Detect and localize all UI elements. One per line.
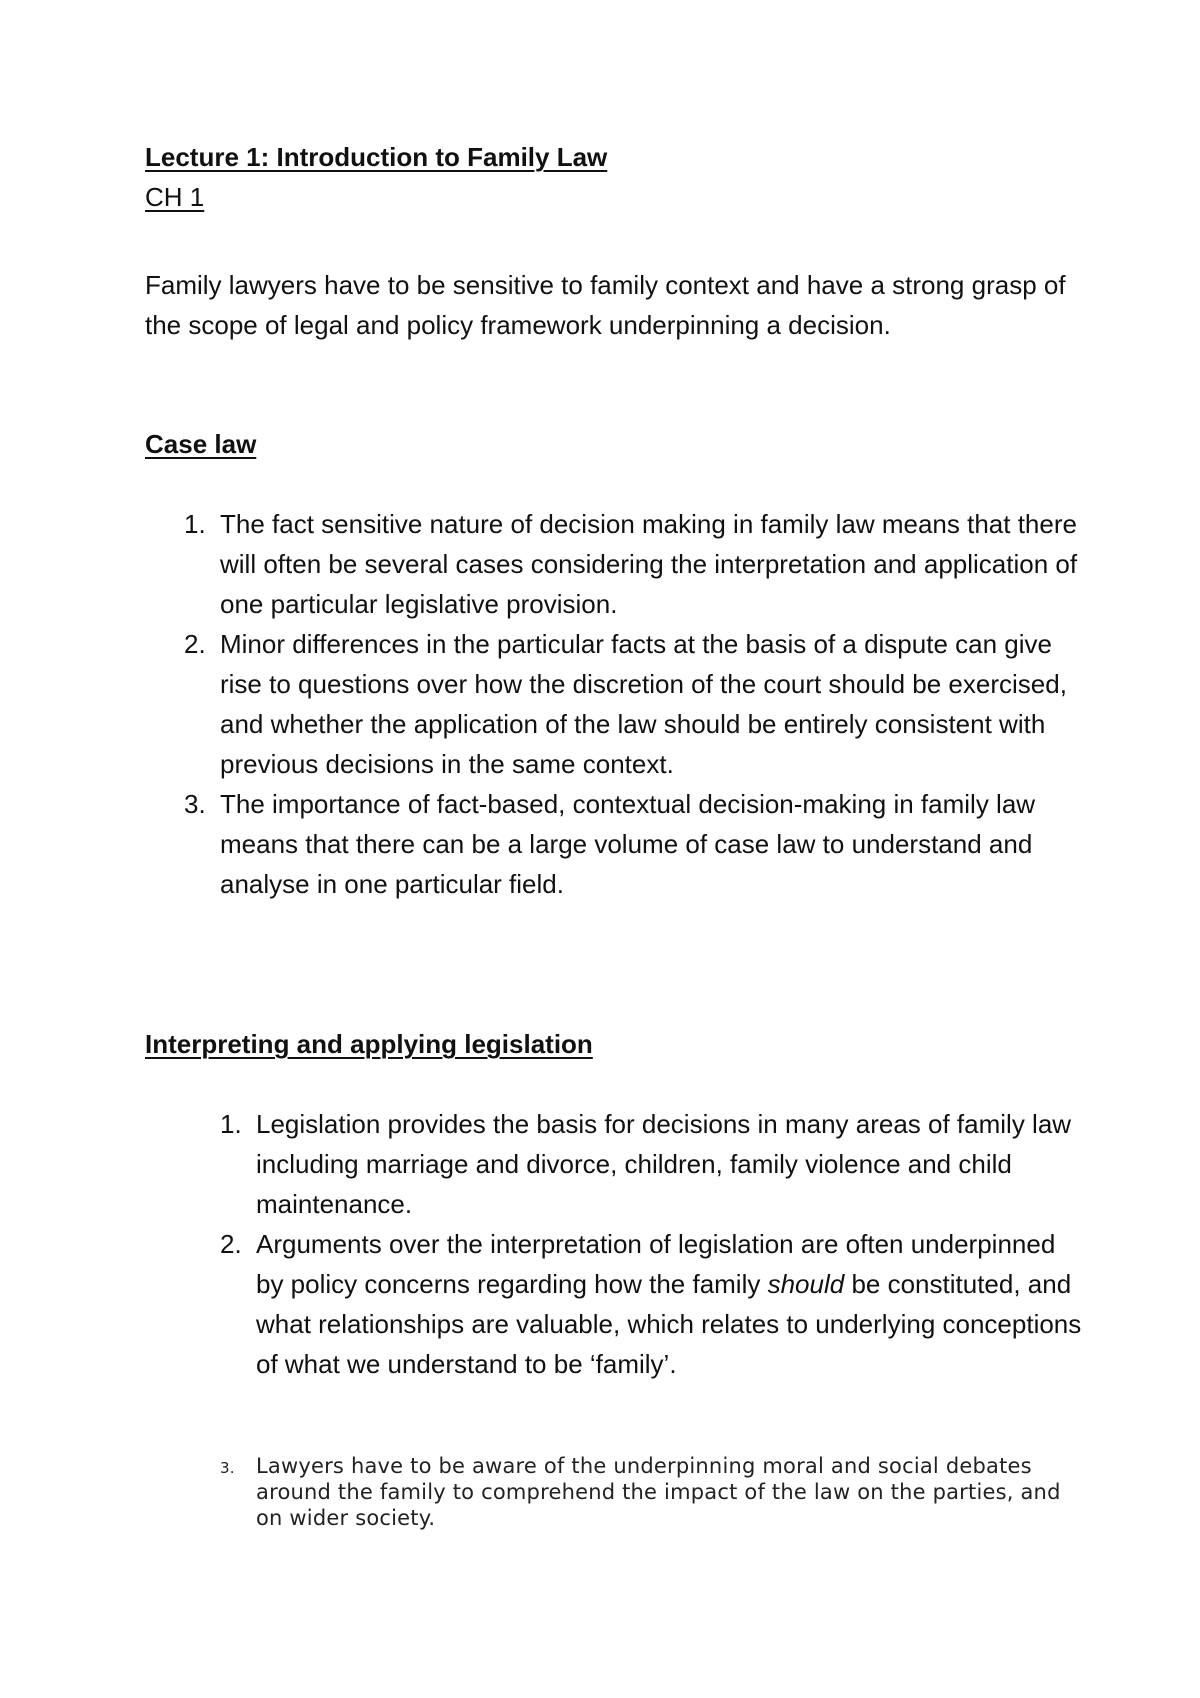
list-item-text: The fact sensitive nature of decision making in family law means that there will often be several cases considering the interpretation and application of one particular legislative provision.: [220, 509, 1078, 619]
list-item-number: 1.: [184, 509, 206, 539]
list-item: [184, 504, 1090, 624]
list-item-number: 3.: [184, 789, 206, 819]
case-law-list: [184, 504, 1090, 904]
list-item-number: 2.: [220, 1229, 242, 1259]
list-item-text: Lawyers have to be aware of the underpinning moral and social debates around the family to comprehend the impact of the law on the parties, and on wider society.: [256, 1454, 1061, 1530]
list-item: [220, 1104, 1086, 1224]
emphasis-text: should: [767, 1269, 845, 1299]
legislation-list: [220, 1104, 1086, 1384]
list-item-text: Legislation provides the basis for decisions in many areas of family law including marriage and divorce, children, family violence and child maintenance.: [256, 1109, 1072, 1219]
list-item: [220, 1224, 1086, 1384]
list-item-number: 3.: [220, 1459, 235, 1477]
case-law-heading: Case law: [145, 429, 257, 459]
chapter-label: CH 1: [145, 182, 205, 212]
list-item-number: 1.: [220, 1109, 242, 1139]
list-item: [184, 624, 1090, 784]
legislation-heading: Interpreting and applying legislation: [145, 1029, 593, 1059]
list-item-small: [220, 1453, 1086, 1531]
list-item: [184, 784, 1090, 904]
intro-paragraph: Family lawyers have to be sensitive to family context and have a strong grasp of the scope of legal and policy framework underpinning a decision.: [145, 270, 1066, 340]
list-item-text-before: Arguments over the interpretation of legislation are often underpinned by policy concerns regarding how the family: [256, 1229, 1056, 1299]
list-item-text: Minor differences in the particular facts at the basis of a dispute can give rise to questions over how the discretion of the court should be exercised, and whether the application of the law should be entirely consistent with previous decisions in the same context.: [220, 629, 1067, 779]
list-item-text: The importance of fact-based, contextual decision-making in family law means that there can be a large volume of case law to understand and analyse in one particular field.: [220, 789, 1036, 899]
lecture-title: Lecture 1: Introduction to Family Law: [145, 142, 608, 172]
list-item-text-after: be constituted, and what relationships are valuable, which relates to underlying conceptions of what we understand to be ‘family’.: [256, 1269, 1082, 1379]
list-item-number: 2.: [184, 629, 206, 659]
